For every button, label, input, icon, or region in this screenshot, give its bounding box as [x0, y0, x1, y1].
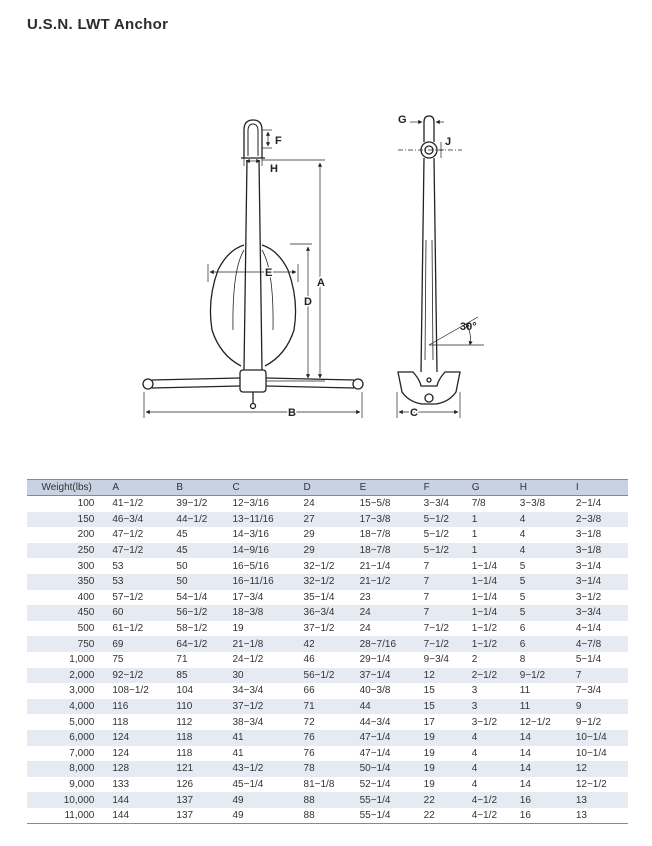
dimension-cell: 3−1/4	[572, 574, 628, 590]
dimension-cell: 71	[300, 699, 356, 715]
dimension-cell: 19	[423, 747, 435, 759]
weight-cell: 750	[27, 636, 108, 652]
table-body	[27, 496, 628, 824]
dimension-cell: 3−1/2	[471, 716, 498, 728]
dimension-cell: 29−1/4	[359, 654, 391, 666]
dimension-cell: 15	[423, 685, 435, 697]
label-D: D	[304, 296, 312, 308]
dimension-cell: 7−1/2	[423, 623, 449, 635]
dimension-cell: 3−1/8	[572, 543, 628, 559]
dimension-cell: 7−3/4	[575, 685, 602, 697]
dimension-cell: 76	[303, 747, 315, 759]
weight-cell: 400	[77, 591, 95, 603]
dimension-cell: 110	[172, 699, 228, 715]
dimension-cell: 9	[572, 699, 628, 715]
dimension-cell: 58−1/2	[176, 623, 208, 635]
dimension-cell: 46−3/4	[108, 512, 172, 528]
table-row	[27, 777, 628, 793]
dimension-cell: 14	[516, 761, 572, 777]
dimension-cell: 7	[420, 605, 468, 621]
dimension-cell: 1	[471, 529, 478, 541]
table-row	[27, 605, 628, 621]
dimension-cell: 47−1/2	[112, 529, 144, 541]
dimension-cell: 137	[172, 808, 228, 824]
weight-cell: 7,000	[69, 747, 95, 759]
dimension-cell: 17−3/4	[232, 591, 264, 603]
dimension-cell: 1−1/4	[471, 591, 498, 603]
weight-cell: 1,000	[69, 654, 95, 666]
dimension-cell: 4	[516, 512, 572, 528]
dimension-cell: 7	[572, 668, 628, 684]
dimension-cell: 42	[300, 636, 356, 652]
dimension-cell: 12	[572, 761, 628, 777]
dimension-cell: 14	[516, 730, 572, 746]
dimension-cell: 104	[176, 685, 194, 697]
column-header: F	[420, 480, 468, 496]
table-row	[27, 652, 628, 668]
shackle	[244, 120, 262, 158]
dimension-cell: 4	[471, 778, 478, 790]
dimension-cell: 14	[519, 747, 531, 759]
dimension-cell: 9−1/2	[575, 716, 602, 728]
table-row	[27, 730, 628, 746]
table-row	[27, 683, 628, 699]
side-view	[398, 116, 460, 404]
dimension-cell: 5−1/2	[420, 543, 468, 559]
dimension-cell: 128	[108, 761, 172, 777]
dimension-cell: 39−1/2	[176, 498, 208, 510]
weight-cell: 6,000	[27, 730, 108, 746]
table-row	[27, 714, 628, 730]
label-H: H	[270, 163, 278, 175]
table-row	[27, 527, 628, 543]
side-dimensions	[397, 122, 484, 418]
weight-cell: 500	[77, 623, 95, 635]
dimension-cell: 18−7/8	[356, 543, 420, 559]
dimension-cell: 50	[176, 560, 188, 572]
dimension-cell: 60	[108, 605, 172, 621]
dimension-cell: 1−1/4	[468, 574, 516, 590]
dimension-cell: 7/8	[471, 498, 486, 510]
dimension-cell: 124	[112, 747, 130, 759]
dimension-cell: 53	[112, 560, 124, 572]
dimension-cell: 7	[420, 574, 468, 590]
table-row	[27, 746, 628, 762]
dimension-cell: 5−1/4	[575, 654, 602, 666]
dimension-cell: 28−7/16	[356, 636, 420, 652]
dimension-cell: 16	[516, 808, 572, 824]
stock	[152, 378, 354, 388]
dimension-cell: 61−1/2	[112, 623, 144, 635]
weight-cell: 150	[27, 512, 108, 528]
dimension-cell: 30	[228, 668, 299, 684]
dimension-cell: 23	[359, 591, 371, 603]
dimension-cell: 27	[300, 512, 356, 528]
dimension-cell: 15−5/8	[359, 498, 391, 510]
weight-cell: 10,000	[27, 792, 108, 808]
dimension-cell: 4−7/8	[572, 636, 628, 652]
dimension-cell: 16−11/16	[228, 574, 299, 590]
dimension-cell: 22	[420, 808, 468, 824]
table-row	[27, 512, 628, 528]
dimension-cell: 32−1/2	[300, 574, 356, 590]
dimension-cell: 118	[172, 730, 228, 746]
dimension-cell: 7−1/2	[420, 636, 468, 652]
dimension-cell: 12	[420, 668, 468, 684]
dimension-cell: 4	[519, 529, 526, 541]
dimension-cell: 92−1/2	[108, 668, 172, 684]
dimension-cell: 47−1/4	[359, 747, 391, 759]
dimension-cell: 3	[468, 699, 516, 715]
dimension-cell: 24	[356, 605, 420, 621]
table-row	[27, 636, 628, 652]
dimension-cell: 66	[303, 685, 315, 697]
dimension-cell: 44−3/4	[359, 716, 391, 728]
dimension-cell: 4	[468, 730, 516, 746]
dimension-table	[27, 479, 628, 824]
dimension-cell: 1−1/4	[468, 605, 516, 621]
dimension-cell: 12−3/16	[232, 498, 269, 510]
table-row	[27, 808, 628, 824]
dimension-cell: 55−1/4	[356, 808, 420, 824]
dimension-cell: 14	[519, 778, 531, 790]
table-row	[27, 543, 628, 559]
dimension-cell: 69	[108, 636, 172, 652]
dimension-cell: 54−1/4	[176, 591, 208, 603]
column-header: G	[468, 480, 516, 496]
dimension-cell: 18−3/8	[228, 605, 299, 621]
dimension-cell: 22	[420, 792, 468, 808]
dimension-cell: 12−1/2	[519, 716, 551, 728]
dimension-cell: 2−3/8	[572, 512, 628, 528]
dimension-cell: 35−1/4	[303, 591, 335, 603]
dimension-cell: 38−3/4	[232, 716, 264, 728]
dimension-cell: 7	[423, 560, 430, 572]
dimension-cell: 5−1/2	[420, 512, 468, 528]
dimension-cell: 13−11/16	[228, 512, 299, 528]
dimension-cell: 72	[303, 716, 315, 728]
label-G: G	[398, 114, 407, 126]
dimension-cell: 4	[516, 543, 572, 559]
dimension-cell: 29	[303, 529, 315, 541]
dimension-cell: 5	[519, 591, 526, 603]
dimension-cell: 40−3/8	[359, 685, 391, 697]
label-E: E	[265, 267, 273, 279]
dimension-cell: 11	[519, 685, 531, 697]
dimension-cell: 13	[572, 792, 628, 808]
dimension-cell: 11	[516, 699, 572, 715]
dimension-cell: 78	[300, 761, 356, 777]
dimension-cell: 124	[108, 730, 172, 746]
dimension-cell: 34−3/4	[232, 685, 264, 697]
dimension-cell: 14−9/16	[228, 543, 299, 559]
dimension-cell: 5	[516, 574, 572, 590]
table-row	[27, 558, 628, 574]
dimension-cell: 19	[423, 778, 435, 790]
dimension-cell: 47−1/4	[356, 730, 420, 746]
label-F: F	[275, 135, 282, 147]
dimension-cell: 15	[420, 699, 468, 715]
dimension-cell: 16−5/16	[232, 560, 269, 572]
dimension-cell: 8	[519, 654, 526, 666]
dimension-cell: 57−1/2	[112, 591, 144, 603]
dimension-cell: 50−1/4	[356, 761, 420, 777]
weight-cell: 200	[77, 529, 95, 541]
weight-cell: 4,000	[27, 699, 108, 715]
dimension-cell: 6	[519, 623, 526, 635]
dimension-cell: 126	[176, 778, 194, 790]
dimension-cell: 12−1/2	[575, 778, 607, 790]
weight-cell: 300	[77, 560, 95, 572]
label-A: A	[317, 277, 325, 289]
dimension-cell: 71	[176, 654, 188, 666]
dimension-cell: 121	[172, 761, 228, 777]
dimension-cell: 24−1/2	[232, 654, 264, 666]
weight-cell: 3,000	[69, 685, 95, 697]
dimension-cell: 14−3/16	[232, 529, 269, 541]
dimension-cell: 29	[300, 543, 356, 559]
dimension-cell: 45	[176, 529, 188, 541]
dimension-cell: 5	[519, 560, 526, 572]
label-C: C	[410, 407, 418, 419]
dimension-cell: 5−1/2	[423, 529, 449, 541]
dimension-cell: 53	[108, 574, 172, 590]
dimension-cell: 13	[572, 808, 628, 824]
dimension-cell: 3−3/8	[519, 498, 546, 510]
dimension-cell: 1−1/2	[471, 623, 498, 635]
dimension-cell: 21−1/8	[228, 636, 299, 652]
dimension-cell: 2−1/4	[575, 498, 602, 510]
column-header: Weight(lbs)	[27, 480, 108, 496]
dimension-cell: 10−1/4	[575, 747, 607, 759]
dimension-cell: 3−1/4	[575, 560, 602, 572]
column-header: H	[516, 480, 572, 496]
weight-cell: 250	[27, 543, 108, 559]
dimension-cell: 3−3/4	[423, 498, 449, 510]
weight-cell: 2,000	[27, 668, 108, 684]
dimension-cell: 19	[232, 623, 244, 635]
table-row	[27, 590, 628, 606]
dimension-cell: 49	[228, 808, 299, 824]
table-row	[27, 574, 628, 590]
table-row	[27, 792, 628, 808]
dimension-cell: 81−1/8	[303, 778, 335, 790]
table-header-row	[27, 480, 628, 496]
dimension-cell: 45	[172, 543, 228, 559]
dimension-cell: 2	[471, 654, 478, 666]
dimension-cell: 3−1/2	[575, 591, 602, 603]
dimension-cell: 47−1/2	[108, 543, 172, 559]
dimension-cell: 6	[516, 636, 572, 652]
table-row	[27, 761, 628, 777]
dimension-cell: 116	[108, 699, 172, 715]
dimension-cell: 32−1/2	[303, 560, 335, 572]
dimension-cell: 44	[356, 699, 420, 715]
dimension-cell: 118	[112, 716, 129, 728]
table-row	[27, 668, 628, 684]
page-title: U.S.N. LWT Anchor	[27, 16, 169, 33]
weight-cell: 350	[27, 574, 108, 590]
dimension-cell: 133	[112, 778, 130, 790]
dimension-cell: 2−1/2	[468, 668, 516, 684]
column-header: D	[300, 480, 356, 496]
dimension-cell: 9−3/4	[423, 654, 449, 666]
shank	[244, 160, 262, 370]
dimension-cell: 37−1/4	[356, 668, 420, 684]
dimension-cell: 4−1/4	[575, 623, 602, 635]
dimension-cell: 9−1/2	[516, 668, 572, 684]
dimension-cell: 88	[300, 792, 356, 808]
weight-cell: 450	[27, 605, 108, 621]
dimension-cell: 118	[176, 747, 193, 759]
dimension-cell: 75	[112, 654, 124, 666]
dimension-cell: 55−1/4	[356, 792, 420, 808]
dimension-cell: 52−1/4	[359, 778, 391, 790]
dimension-cell: 3−3/4	[572, 605, 628, 621]
dimension-cell: 24	[303, 498, 315, 510]
dimension-cell: 41	[228, 730, 299, 746]
dimension-cell: 16	[516, 792, 572, 808]
dimension-cell: 24	[359, 623, 371, 635]
column-header: B	[172, 480, 228, 496]
dimension-cell: 36−3/4	[300, 605, 356, 621]
dimension-cell: 18−7/8	[359, 529, 391, 541]
column-header: I	[572, 480, 628, 496]
weight-cell: 100	[77, 498, 95, 510]
dimension-cell: 17	[423, 716, 435, 728]
dimension-cell: 50	[172, 574, 228, 590]
dimension-cell: 64−1/2	[172, 636, 228, 652]
dimension-cell: 4−1/2	[468, 808, 516, 824]
dimension-cell: 37−1/2	[303, 623, 335, 635]
dimension-cell: 3	[471, 685, 478, 697]
label-J: J	[445, 136, 452, 148]
weight-cell: 8,000	[27, 761, 108, 777]
dimension-cell: 56−1/2	[300, 668, 356, 684]
table-row	[27, 496, 628, 512]
dimension-cell: 56−1/2	[172, 605, 228, 621]
dimension-cell: 144	[108, 792, 172, 808]
dimension-cell: 10−1/4	[572, 730, 628, 746]
table-row	[27, 621, 628, 637]
dimension-cell: 85	[172, 668, 228, 684]
crown	[240, 370, 266, 392]
dimension-cell: 43−1/2	[228, 761, 299, 777]
dimension-cell: 1	[468, 512, 516, 528]
dimension-cell: 17−3/8	[356, 512, 420, 528]
dimension-cell: 4	[468, 761, 516, 777]
table-row	[27, 699, 628, 715]
dimension-cell: 76	[300, 730, 356, 746]
dimension-cell: 1	[468, 543, 516, 559]
dimension-cell: 108−1/2	[112, 685, 149, 697]
weight-cell: 9,000	[69, 778, 95, 790]
weight-cell: 11,000	[27, 808, 108, 824]
dimension-cell: 21−1/2	[356, 574, 420, 590]
column-header: C	[228, 480, 299, 496]
dimension-cell: 37−1/2	[228, 699, 299, 715]
column-header: E	[356, 480, 420, 496]
dimension-cell: 19	[420, 730, 468, 746]
dimension-cell: 7	[423, 591, 430, 603]
label-B: B	[288, 407, 296, 419]
dimension-cell: 4−1/2	[468, 792, 516, 808]
dimension-cell: 112	[176, 716, 193, 728]
dimension-cell: 46	[303, 654, 315, 666]
dimension-cell: 3−1/8	[575, 529, 602, 541]
dimension-cell: 41	[232, 747, 244, 759]
angle-label: 30°	[460, 321, 477, 333]
dimension-cell: 41−1/2	[112, 498, 144, 510]
dimension-cell: 88	[300, 808, 356, 824]
dimension-cell: 4	[471, 747, 478, 759]
weight-cell: 5,000	[69, 716, 95, 728]
front-dimensions	[144, 130, 362, 418]
dimension-cell: 1−1/4	[471, 560, 498, 572]
dimension-cell: 144	[108, 808, 172, 824]
dimension-cell: 21−1/4	[359, 560, 391, 572]
dimension-cell: 1−1/2	[468, 636, 516, 652]
dimension-cell: 45−1/4	[232, 778, 264, 790]
column-header: A	[108, 480, 172, 496]
dimension-cell: 49	[228, 792, 299, 808]
dimension-cell: 19	[420, 761, 468, 777]
dimension-cell: 5	[516, 605, 572, 621]
front-view	[143, 120, 363, 409]
side-crown	[398, 372, 460, 404]
dimension-cell: 44−1/2	[172, 512, 228, 528]
dimension-cell: 137	[172, 792, 228, 808]
